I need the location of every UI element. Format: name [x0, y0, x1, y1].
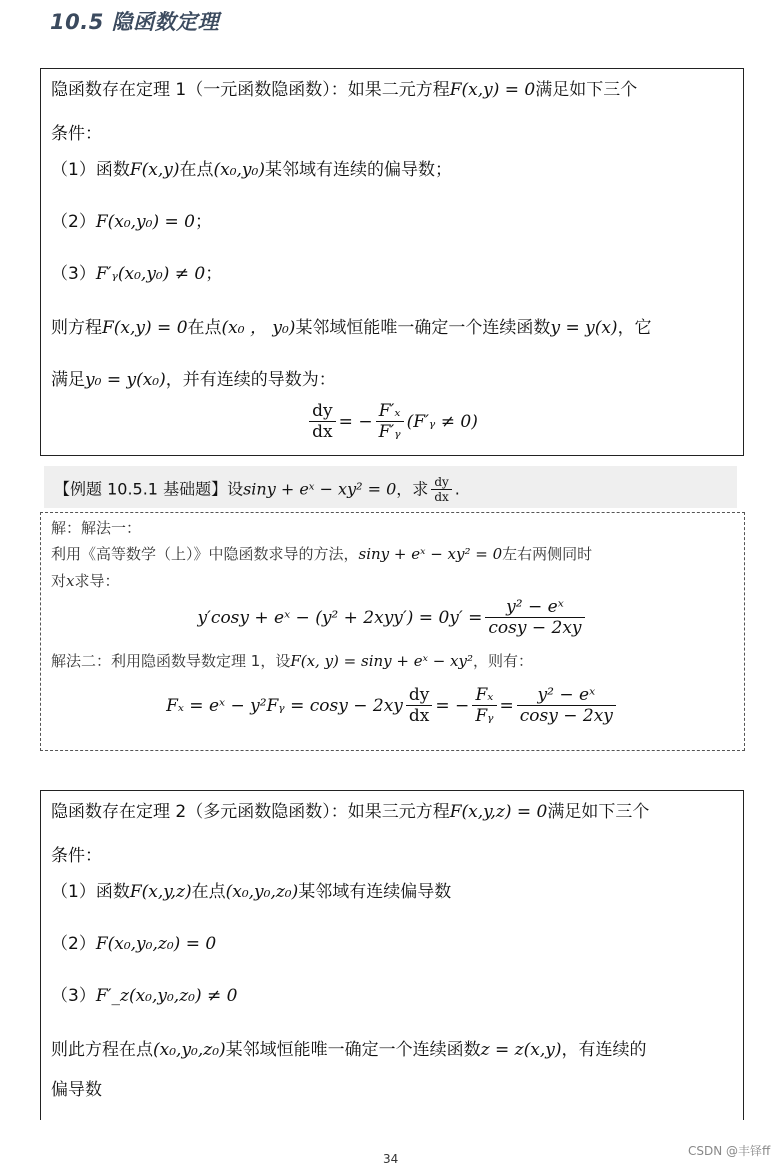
- l3x: x: [66, 572, 75, 590]
- c3-prefix: （3）: [51, 986, 96, 1006]
- theorem-2-cond-word: 条件：: [51, 846, 102, 866]
- c2-prefix: （2）: [51, 212, 96, 232]
- then-b: 在点: [187, 318, 222, 338]
- frac-num: y² − eˣ: [517, 685, 616, 706]
- example-ask: ，求: [396, 479, 429, 499]
- c2-eq: F(x₀,y₀) = 0: [95, 212, 195, 232]
- theorem-2-title-eq: F(x,y,z) = 0: [449, 802, 548, 822]
- l3b: 求导：: [74, 572, 120, 590]
- c1-prefix: （1）函数: [51, 882, 130, 902]
- c1-tail: 某邻域有连续偏导数: [298, 882, 452, 902]
- solution-line-3: [51, 570, 120, 591]
- c3-eq: F′_z(x₀,y₀,z₀) ≠ 0: [95, 986, 238, 1006]
- sat-b: ，并有连续的导数为：: [165, 370, 336, 390]
- theorem-2-box: [40, 790, 744, 1120]
- theorem-1-title-text: 隐函数存在定理 1（一元函数隐函数）：如果二元方程: [51, 80, 450, 100]
- theorem-1-condition-1: [51, 155, 452, 180]
- page-number: 34: [383, 1152, 399, 1166]
- then-c: ，有连续的: [561, 1040, 647, 1060]
- f2-fraction-2: [472, 685, 496, 727]
- f2-eq: =: [499, 695, 514, 716]
- c1-function: F(x,y): [129, 160, 180, 180]
- theorem-1-condition-2: [51, 207, 212, 232]
- then-eq: F(x,y) = 0: [102, 318, 188, 338]
- example-label: 【例题 10.5.1 基础题】设: [54, 479, 244, 499]
- theorem-1-title-tail: 满足如下三个: [535, 80, 638, 100]
- theorem-2-title: [51, 797, 649, 822]
- frac-den: Fᵧ: [475, 706, 494, 727]
- dy-dx-fraction: [309, 401, 336, 443]
- c2-prefix: （2）: [51, 934, 96, 954]
- example-fraction: [431, 475, 451, 505]
- c2-tail: ；: [194, 212, 212, 232]
- frac-den: dx: [408, 706, 430, 727]
- theorem-1-formula: [41, 401, 743, 443]
- then-d: ，它: [617, 318, 652, 338]
- frac-den: dx: [312, 422, 333, 443]
- c1-prefix: （1）函数: [51, 160, 130, 180]
- l2a: 利用《高等数学（上）》中隐函数求导的方法，: [51, 545, 359, 563]
- theorem-1-conclusion: [51, 313, 652, 338]
- l4-eq: F(x, y) = siny + eˣ − xy²: [290, 652, 474, 670]
- c1-point: (x₀,y₀): [213, 160, 265, 180]
- solution-formula-1: [41, 597, 744, 639]
- then-c: 某邻域恒能唯一确定一个连续函数: [295, 318, 551, 338]
- then-b: 某邻域恒能唯一确定一个连续函数: [225, 1040, 481, 1060]
- sat-eq: y₀ = y(x₀): [85, 370, 166, 390]
- frac-num: dy: [431, 475, 451, 490]
- frac-den: dx: [434, 490, 449, 505]
- watermark: CSDN @丰铎ff: [688, 1144, 771, 1158]
- c2-eq: F(x₀,y₀,z₀) = 0: [95, 934, 217, 954]
- theorem-2-title-text: 隐函数存在定理 2（多元函数隐函数）：如果三元方程: [51, 802, 450, 822]
- solution-formula-2: [41, 685, 744, 727]
- frac-num: dy: [309, 401, 336, 422]
- l3a: 对: [51, 572, 67, 590]
- example-eq: siny + eˣ − xy² = 0: [243, 479, 397, 499]
- theorem-1-satisfies: [51, 365, 336, 390]
- f1-left: y′cosy + eˣ − (y² + 2xyy′) = 0y′ =: [197, 607, 483, 628]
- c3-prefix: （3）: [51, 264, 96, 284]
- theorem-2-last-line: 偏导数: [51, 1080, 102, 1100]
- c1-point: (x₀,y₀,z₀): [225, 882, 299, 902]
- theorem-1-condition-3: [51, 259, 222, 284]
- frac-den: cosy − 2xy: [519, 706, 613, 727]
- c1-mid: 在点: [191, 882, 226, 902]
- c1-tail: 某邻域有连续的偏导数；: [264, 160, 452, 180]
- theorem-1-box: [40, 68, 744, 456]
- then-function: z = z(x,y): [480, 1040, 562, 1060]
- example-bar: [44, 466, 737, 508]
- frac-num: y² − eˣ: [485, 597, 584, 618]
- c3-eq: F′ᵧ(x₀,y₀) ≠ 0: [95, 264, 206, 284]
- frac-den: cosy − 2xy: [488, 618, 582, 639]
- l2-eq: siny + eˣ − xy² = 0: [358, 545, 503, 563]
- theorem-1-title-eq: F(x,y) = 0: [449, 80, 536, 100]
- then-point: (x₀ ， y₀): [221, 318, 296, 338]
- f1-fraction: [485, 597, 584, 639]
- c3-tail: ；: [205, 264, 223, 284]
- section-heading: 10.5 隐函数定理: [50, 10, 220, 34]
- example-end: .: [454, 479, 460, 499]
- theorem-2-condition-3: [51, 981, 237, 1006]
- l4a: 解法二：利用隐函数导数定理 1，设: [51, 652, 291, 670]
- solution-box: [40, 512, 745, 751]
- f2-mid: = −: [435, 695, 470, 716]
- f2-left: Fₓ = eˣ − y²Fᵧ = cosy − 2xy: [166, 695, 403, 716]
- theorem-2-title-tail: 满足如下三个: [547, 802, 650, 822]
- f2-fraction-1: [406, 685, 433, 727]
- fx-fy-fraction: [376, 401, 404, 443]
- then-point: (x₀,y₀,z₀): [153, 1040, 226, 1060]
- frac-num: Fₓ: [472, 685, 496, 706]
- formula-eq: = −: [338, 411, 373, 432]
- f2-fraction-3: [517, 685, 616, 727]
- formula-condition: (F′ᵧ ≠ 0): [406, 411, 478, 432]
- frac-num: dy: [406, 685, 433, 706]
- c1-mid: 在点: [179, 160, 214, 180]
- theorem-1-title: [51, 75, 637, 100]
- theorem-2-condition-2: [51, 929, 216, 954]
- solution-line-1: 解：解法一：: [51, 519, 142, 537]
- theorem-2-condition-1: [51, 877, 451, 902]
- theorem-1-cond-word: 条件：: [51, 124, 102, 144]
- c1-function: F(x,y,z): [129, 882, 192, 902]
- theorem-2-conclusion: [51, 1035, 647, 1060]
- l2b: 左右两侧同时: [502, 545, 593, 563]
- then-function: y = y(x): [550, 318, 618, 338]
- frac-den: F′ᵧ: [378, 422, 401, 443]
- frac-num: F′ₓ: [376, 401, 404, 422]
- solution-line-4: [51, 650, 533, 671]
- example-text: [54, 475, 460, 505]
- sat-a: 满足: [51, 370, 85, 390]
- l4b: ，则有：: [473, 652, 534, 670]
- then-a: 则方程: [51, 318, 102, 338]
- solution-line-2: [51, 543, 592, 564]
- then-a: 则此方程在点: [51, 1040, 153, 1060]
